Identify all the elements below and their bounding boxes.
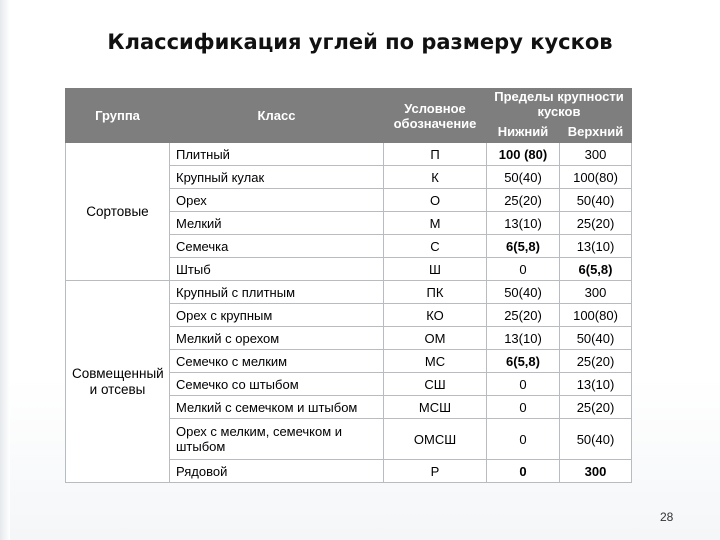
class-cell: Мелкий с орехом [170, 327, 384, 350]
lower-cell: 13(10) [487, 212, 560, 235]
table-row [66, 143, 632, 166]
class-cell: Крупный с плитным [170, 281, 384, 304]
code-cell: Ш [384, 258, 487, 281]
class-cell: Орех с мелким, семечком и штыбом [170, 419, 384, 460]
class-cell: Мелкий с семечком и штыбом [170, 396, 384, 419]
upper-cell: 13(10) [560, 235, 632, 258]
lower-cell: 0 [487, 373, 560, 396]
upper-cell: 100(80) [560, 304, 632, 327]
lower-cell: 13(10) [487, 327, 560, 350]
header-class: Класс [170, 89, 384, 143]
upper-cell: 300 [560, 281, 632, 304]
upper-cell: 300 [560, 143, 632, 166]
class-cell: Мелкий [170, 212, 384, 235]
upper-cell: 13(10) [560, 373, 632, 396]
code-cell: МС [384, 350, 487, 373]
code-cell: СШ [384, 373, 487, 396]
class-cell: Орех [170, 189, 384, 212]
lower-cell: 100 (80) [487, 143, 560, 166]
code-cell: ОМСШ [384, 419, 487, 460]
upper-cell: 50(40) [560, 189, 632, 212]
code-cell: ОМ [384, 327, 487, 350]
class-cell: Рядовой [170, 460, 384, 483]
page-number: 28 [660, 510, 674, 524]
upper-cell: 25(20) [560, 350, 632, 373]
left-edge-decoration [0, 0, 10, 540]
header-lower: Нижний [487, 120, 560, 143]
lower-cell: 0 [487, 460, 560, 483]
coal-classification-table [65, 88, 632, 483]
class-cell: Крупный кулак [170, 166, 384, 189]
header-limits: Пределы крупности кусков [487, 89, 632, 120]
code-cell: Р [384, 460, 487, 483]
upper-cell: 100(80) [560, 166, 632, 189]
upper-cell: 6(5,8) [560, 258, 632, 281]
header-code: Условное обозначение [384, 89, 487, 143]
code-cell: КО [384, 304, 487, 327]
upper-cell: 50(40) [560, 419, 632, 460]
code-cell: МСШ [384, 396, 487, 419]
class-cell: Плитный [170, 143, 384, 166]
lower-cell: 0 [487, 419, 560, 460]
lower-cell: 0 [487, 258, 560, 281]
header-row [66, 89, 632, 120]
code-cell: ПК [384, 281, 487, 304]
class-cell: Семечко с мелким [170, 350, 384, 373]
lower-cell: 6(5,8) [487, 350, 560, 373]
upper-cell: 50(40) [560, 327, 632, 350]
code-cell: М [384, 212, 487, 235]
class-cell: Семечка [170, 235, 384, 258]
lower-cell: 50(40) [487, 166, 560, 189]
lower-cell: 50(40) [487, 281, 560, 304]
class-cell: Семечко со штыбом [170, 373, 384, 396]
class-cell: Штыб [170, 258, 384, 281]
lower-cell: 25(20) [487, 189, 560, 212]
lower-cell: 6(5,8) [487, 235, 560, 258]
upper-cell: 25(20) [560, 396, 632, 419]
code-cell: О [384, 189, 487, 212]
code-cell: П [384, 143, 487, 166]
header-group: Группа [66, 89, 170, 143]
slide-title: Классификация углей по размеру кусков [107, 30, 613, 54]
table-row [66, 281, 632, 304]
header-upper: Верхний [560, 120, 632, 143]
code-cell: К [384, 166, 487, 189]
lower-cell: 25(20) [487, 304, 560, 327]
group-cell: Совмещенный и отсевы [66, 281, 170, 483]
code-cell: С [384, 235, 487, 258]
class-cell: Орех с крупным [170, 304, 384, 327]
upper-cell: 25(20) [560, 212, 632, 235]
upper-cell: 300 [560, 460, 632, 483]
group-cell: Сортовые [66, 143, 170, 281]
lower-cell: 0 [487, 396, 560, 419]
